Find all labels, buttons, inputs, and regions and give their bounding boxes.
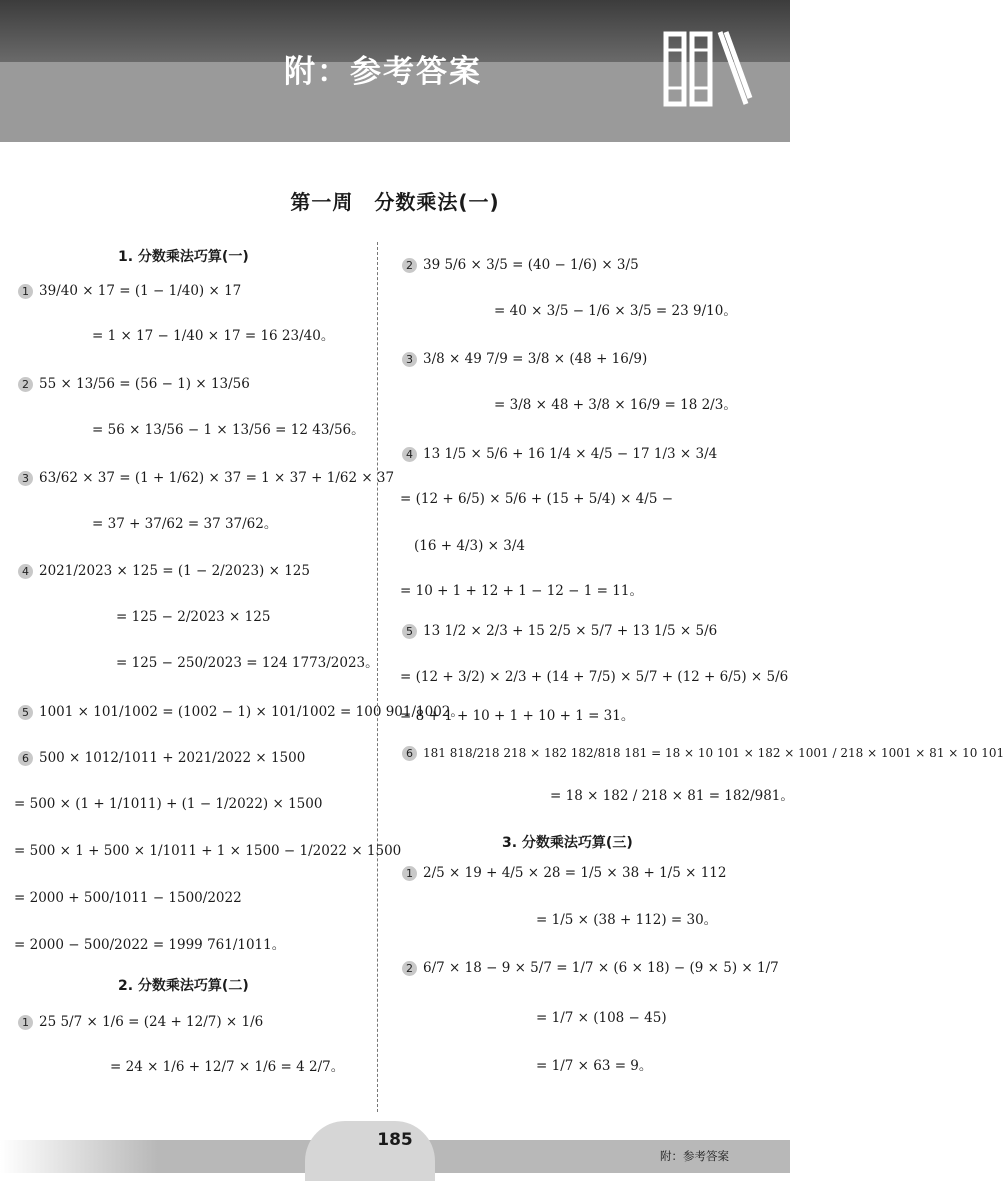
section-title-2: 2. 分数乘法巧算(二) [118, 978, 249, 994]
column-divider [377, 242, 378, 1112]
answer-line: 4 13 1/5 × 5/6 + 16 1/4 × 4/5 − 17 1/3 × 3/4 [402, 447, 717, 462]
answer-line: 6 500 × 1012/1011 + 2021/2022 × 1500 [18, 751, 305, 766]
answer-line: 5 1001 × 101/1002 = (1002 − 1) × 101/1002 = 100 901/1002。 [18, 705, 464, 720]
answer-line: 3 63/62 × 37 = (1 + 1/62) × 37 = 1 × 37 + 1/62 × 37 [18, 471, 394, 486]
answer-line: 6 181 818/218 218 × 182 182/818 181 = 18 × 10 101 × 182 × 1001 / 218 × 1001 × 81 × 10 101 [402, 746, 1004, 761]
answer-line: = 1/7 × 63 = 9。 [536, 1058, 653, 1074]
answer-line: 3 3/8 × 49 7/9 = 3/8 × (48 + 16/9) [402, 352, 647, 367]
answer-line: 1 39/40 × 17 = (1 − 1/40) × 17 [18, 284, 241, 299]
answer-line: = 125 − 250/2023 = 124 1773/2023。 [116, 655, 379, 671]
question-number-badge: 1 [18, 1015, 33, 1030]
answer-line: (16 + 4/3) × 3/4 [414, 538, 525, 554]
answer-line: = 24 × 1/6 + 12/7 × 1/6 = 4 2/7。 [110, 1059, 345, 1075]
question-number-badge: 1 [402, 866, 417, 881]
answer-line: = (12 + 6/5) × 5/6 + (15 + 5/4) × 4/5 − [400, 491, 674, 507]
answer-line: 2 55 × 13/56 = (56 − 1) × 13/56 [18, 377, 250, 392]
answer-line: = 18 × 182 / 218 × 81 = 182/981。 [550, 788, 794, 804]
answer-line: = 1/5 × (38 + 112) = 30。 [536, 912, 718, 928]
section-title-1: 1. 分数乘法巧算(一) [118, 249, 249, 265]
question-number-badge: 1 [18, 284, 33, 299]
answer-line: = 3/8 × 48 + 3/8 × 16/9 = 18 2/3。 [494, 397, 737, 413]
question-number-badge: 4 [402, 447, 417, 462]
answer-line: 1 25 5/7 × 1/6 = (24 + 12/7) × 1/6 [18, 1015, 263, 1030]
week-title: 第一周 分数乘法(一) [290, 190, 500, 214]
header-title: 附：参考答案 [284, 54, 482, 90]
section-title-3: 3. 分数乘法巧算(三) [502, 835, 633, 851]
question-number-badge: 2 [402, 961, 417, 976]
answer-line: = 1 × 17 − 1/40 × 17 = 16 23/40。 [92, 328, 335, 344]
answer-line: = 125 − 2/2023 × 125 [116, 609, 271, 625]
question-number-badge: 2 [18, 377, 33, 392]
answer-line: = 8 + 1 + 10 + 1 + 10 + 1 = 31。 [400, 708, 635, 724]
answer-line: = 2000 + 500/1011 − 1500/2022 [14, 890, 242, 906]
question-number-badge: 4 [18, 564, 33, 579]
answer-line: 1 2/5 × 19 + 4/5 × 28 = 1/5 × 38 + 1/5 × 112 [402, 866, 726, 881]
footer-label: 附：参考答案 [660, 1149, 729, 1163]
page-header [0, 0, 790, 142]
book-logo-icon [662, 28, 752, 110]
answer-line: 5 13 1/2 × 2/3 + 15 2/5 × 5/7 + 13 1/5 × 5/6 [402, 624, 717, 639]
answer-line: = 1/7 × (108 − 45) [536, 1010, 667, 1026]
answer-line: = (12 + 3/2) × 2/3 + (14 + 7/5) × 5/7 + (12 + 6/5) × 5/6 [400, 669, 789, 685]
answer-line: 2 39 5/6 × 3/5 = (40 − 1/6) × 3/5 [402, 258, 639, 273]
question-number-badge: 3 [18, 471, 33, 486]
answer-line: = 10 + 1 + 12 + 1 − 12 − 1 = 11。 [400, 583, 643, 599]
answer-line: 4 2021/2023 × 125 = (1 − 2/2023) × 125 [18, 564, 310, 579]
answer-line: = 40 × 3/5 − 1/6 × 3/5 = 23 9/10。 [494, 303, 737, 319]
answer-line: = 500 × (1 + 1/1011) + (1 − 1/2022) × 1500 [14, 796, 323, 812]
question-number-badge: 5 [18, 705, 33, 720]
question-number-badge: 5 [402, 624, 417, 639]
question-number-badge: 6 [18, 751, 33, 766]
answer-line: = 37 + 37/62 = 37 37/62。 [92, 516, 278, 532]
page-number: 185 [377, 1130, 413, 1150]
question-number-badge: 2 [402, 258, 417, 273]
answer-line: 2 6/7 × 18 − 9 × 5/7 = 1/7 × (6 × 18) − (9 × 5) × 1/7 [402, 961, 779, 976]
answer-line: = 2000 − 500/2022 = 1999 761/1011。 [14, 937, 286, 953]
answer-line: = 500 × 1 + 500 × 1/1011 + 1 × 1500 − 1/2022 × 1500 [14, 843, 402, 859]
answer-line: = 56 × 13/56 − 1 × 13/56 = 12 43/56。 [92, 422, 365, 438]
question-number-badge: 3 [402, 352, 417, 367]
question-number-badge: 6 [402, 746, 417, 761]
